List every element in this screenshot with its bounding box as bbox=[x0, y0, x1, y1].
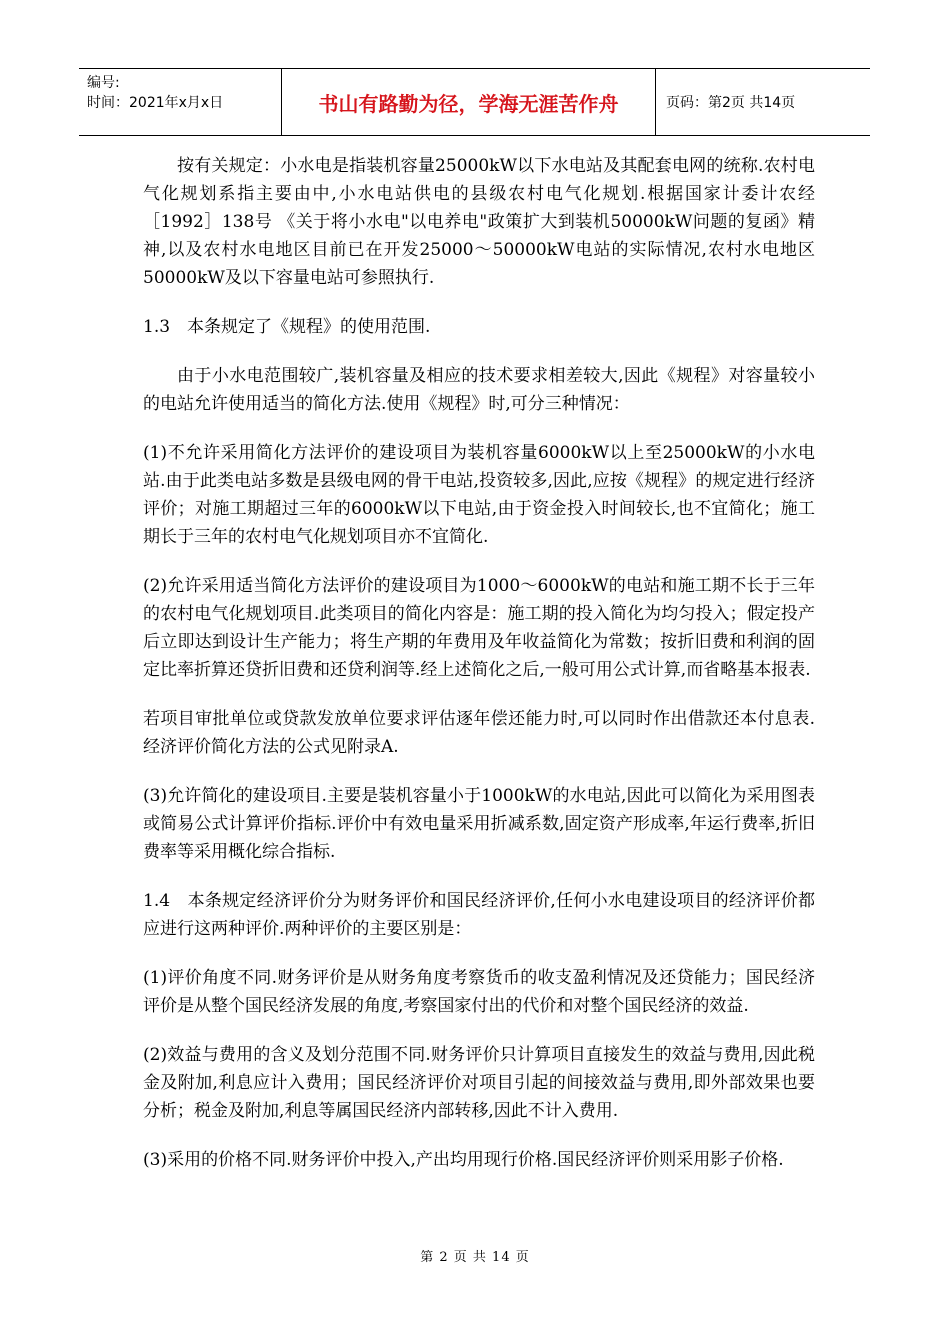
paragraph: (2)效益与费用的含义及划分范围不同.财务评价只计算项目直接发生的效益与费用,因此税金及附加,利息应计入费用；国民经济评价对项目引起的间接效益与费用,即外部效果也要分析；税金及附加,利息等属国民经济内部转移,因此不计入费用. bbox=[143, 1045, 815, 1121]
section-heading: 1.4 本条规定经济评价分为财务评价和国民经济评价,任何小水电建设项目的经济评价都应进行这两种评价.两种评价的主要区别是： bbox=[143, 891, 815, 939]
paragraph: 按有关规定：小水电是指装机容量25000kW以下水电站及其配套电网的统称.农村电气化规划系指主要由中,小水电站供电的县级农村电气化规划.根据国家计委计农经［1992］138号 《关于将小水电"以电养电"政策扩大到装机50000kW问题的复函》精神,以及农村水电地区目前已在开发25000～50000kW电站的实际情况,农村水电地区50000kW及以下容量电站可参照执行. bbox=[143, 156, 815, 288]
header-meta bbox=[79, 69, 282, 135]
paragraph: (1)不允许采用简化方法评价的建设项目为装机容量6000kW以上至25000kW的小水电站.由于此类电站多数是县级电网的骨干电站,投资较多,因此,应按《规程》的规定进行经济评价；对施工期超过三年的6000kW以下电站,由于资金投入时间较长,也不宜简化；施工期长于三年的农村电气化规划项目亦不宜简化. bbox=[143, 443, 815, 547]
date-line: 时间：2021年x月x日 bbox=[87, 95, 224, 111]
paragraph: (1)评价角度不同.财务评价是从财务角度考察货币的收支盈利情况及还贷能力；国民经济评价是从整个国民经济发展的角度,考察国家付出的代价和对整个国民经济的效益. bbox=[143, 968, 815, 1016]
section-heading: 1.3 本条规定了《规程》的使用范围. bbox=[143, 317, 431, 337]
header-motto-cell bbox=[282, 69, 656, 135]
paragraph: (3)允许简化的建设项目.主要是装机容量小于1000kW的水电站,因此可以简化为采用图表或简易公式计算评价指标.评价中有效电量采用折减系数,固定资产形成率,年运行费率,折旧费率等采用概化综合指标. bbox=[143, 786, 815, 862]
paragraph: (2)允许采用适当简化方法评价的建设项目为1000～6000kW的电站和施工期不长于三年的农村电气化规划项目.此类项目的简化内容是：施工期的投入简化为均匀投入；假定投产后立即达到设计生产能力；将生产期的年费用及年收益简化为常数；按折旧费和利润的固定比率折算还贷折旧费和还贷利润等.经上述简化之后,一般可用公式计算,而省略基本报表. bbox=[143, 576, 815, 680]
page-footer: 第 2 页 共 14 页 bbox=[420, 1250, 530, 1265]
paragraph: (3)采用的价格不同.财务评价中投入,产出均用现行价格.国民经济评价则采用影子价格. bbox=[143, 1150, 784, 1170]
page-info: 页码：第2页 共14页 bbox=[666, 95, 796, 111]
header-page-info bbox=[656, 69, 870, 135]
page-header bbox=[79, 68, 870, 136]
paragraph: 若项目审批单位或贷款发放单位要求评估逐年偿还能力时,可以同时作出借款还本付息表.经济评价简化方法的公式见附录A. bbox=[143, 709, 815, 757]
header-motto: 书山有路勤为径，学海无涯苦作舟 bbox=[318, 91, 619, 116]
paragraph: 由于小水电范围较广,装机容量及相应的技术要求相差较大,因此《规程》对容量较小的电站允许使用适当的简化方法.使用《规程》时,可分三种情况： bbox=[143, 366, 815, 414]
serial-label: 编号: bbox=[87, 75, 120, 91]
document-body bbox=[143, 152, 815, 1195]
